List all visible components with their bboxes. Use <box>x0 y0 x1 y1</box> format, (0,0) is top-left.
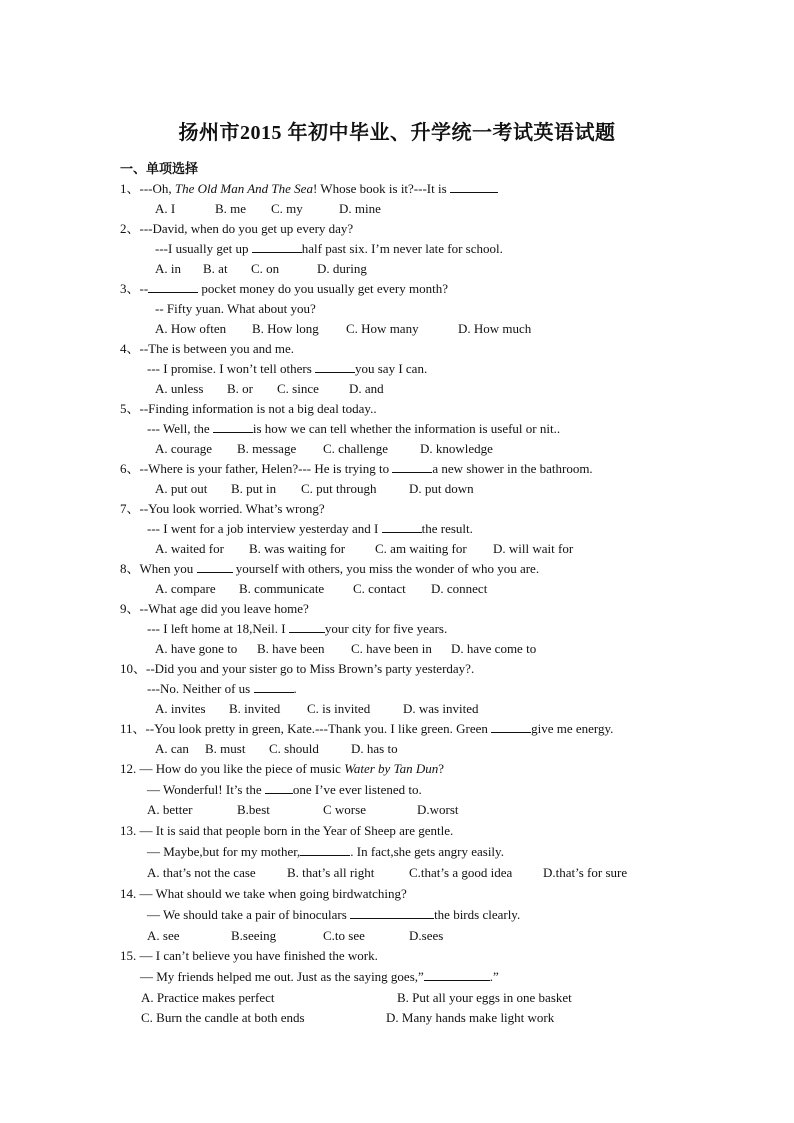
question-15-option-a: A. Practice makes perfect <box>141 990 275 1005</box>
question-9-options: A. have gone to B. have been C. have been in D. have come to <box>155 641 537 656</box>
question-1-options: A. I B. me C. my D. mine <box>155 201 381 216</box>
question-12-reply: — Wonderful! It’s the one I’ve ever listened to. <box>147 782 422 797</box>
question-15-reply: — My friends helped me out. Just as the saying goes,” .” <box>140 969 499 984</box>
question-13-options: A. that’s not the case B. that’s all right C.that’s a good idea D.that’s for sure <box>147 865 628 880</box>
question-8: 8、When you yourself with others, you miss the wonder of who you are. <box>120 561 540 576</box>
question-11: 11、--You look pretty in green, Kate.---Thank you. I like green. Green give me energy. <box>120 721 614 736</box>
question-15-option-c: C. Burn the candle at both ends <box>141 1010 305 1025</box>
question-12-options: A. better B.best C worse D.worst <box>147 802 459 817</box>
question-3-options: A. How often B. How long C. How many D. How much <box>155 321 532 336</box>
question-5-options: A. courage B. message C. challenge D. knowledge <box>155 441 493 456</box>
question-8-options: A. compare B. communicate C. contact D. connect <box>155 581 488 596</box>
question-2: 2、---David, when do you get up every day? <box>120 221 354 236</box>
question-6-options: A. put out B. put in C. put through D. put down <box>155 481 474 496</box>
question-12: 12. — How do you like the piece of music Water by Tan Dun? <box>120 761 445 776</box>
question-15-option-b: B. Put all your eggs in one basket <box>397 990 572 1005</box>
question-10-options: A. invites B. invited C. is invited D. was invited <box>155 701 479 716</box>
question-14-reply: — We should take a pair of binoculars the birds clearly. <box>147 907 521 922</box>
question-5: 5、--Finding information is not a big deal today.. <box>120 401 377 416</box>
question-15: 15. — I can’t believe you have finished the work. <box>120 948 378 963</box>
question-1: 1、---Oh, The Old Man And The Sea! Whose book is it?---It is <box>120 180 498 198</box>
question-9: 9、--What age did you leave home? <box>120 601 309 616</box>
question-11-options: A. can B. must C. should D. has to <box>155 741 398 756</box>
question-4-options: A. unless B. or C. since D. and <box>155 381 384 396</box>
question-10: 10、--Did you and your sister go to Miss Brown’s party yesterday?. <box>120 661 475 676</box>
question-9-reply: --- I left home at 18,Neil. I your city for five years. <box>147 621 448 636</box>
question-14: 14. — What should we take when going birdwatching? <box>120 886 407 901</box>
question-2-reply: ---I usually get up half past six. I’m never late for school. <box>155 241 503 256</box>
question-7-options: A. waited for B. was waiting for C. am waiting for D. will wait for <box>155 541 574 556</box>
question-6: 6、--Where is your father, Helen?--- He is trying to a new shower in the bathroom. <box>120 461 593 476</box>
question-13-reply: — Maybe,but for my mother, . In fact,she gets angry easily. <box>147 844 504 859</box>
question-3: 3、-- pocket money do you usually get every month? <box>120 281 449 296</box>
question-10-reply: ---No. Neither of us . <box>147 681 297 696</box>
question-2-options: A. in B. at C. on D. during <box>155 261 367 276</box>
question-7-reply: --- I went for a job interview yesterday and I the result. <box>147 521 473 536</box>
section-heading: 一、单项选择 <box>120 161 199 176</box>
question-4: 4、--The is between you and me. <box>120 341 295 356</box>
question-13: 13. — It is said that people born in the Year of Sheep are gentle. <box>120 823 454 838</box>
page-title: 扬州市2015 年初中毕业、升学统一考试英语试题 <box>178 122 616 144</box>
question-15-option-d: D. Many hands make light work <box>386 1010 555 1025</box>
question-14-options: A. see B.seeing C.to see D.sees <box>147 928 444 943</box>
question-7: 7、--You look worried. What’s wrong? <box>120 501 325 516</box>
question-3-reply: -- Fifty yuan. What about you? <box>155 301 316 316</box>
question-5-reply: --- Well, the is how we can tell whether the information is useful or nit.. <box>147 421 561 436</box>
question-4-reply: --- I promise. I won’t tell others you say I can. <box>147 361 428 376</box>
